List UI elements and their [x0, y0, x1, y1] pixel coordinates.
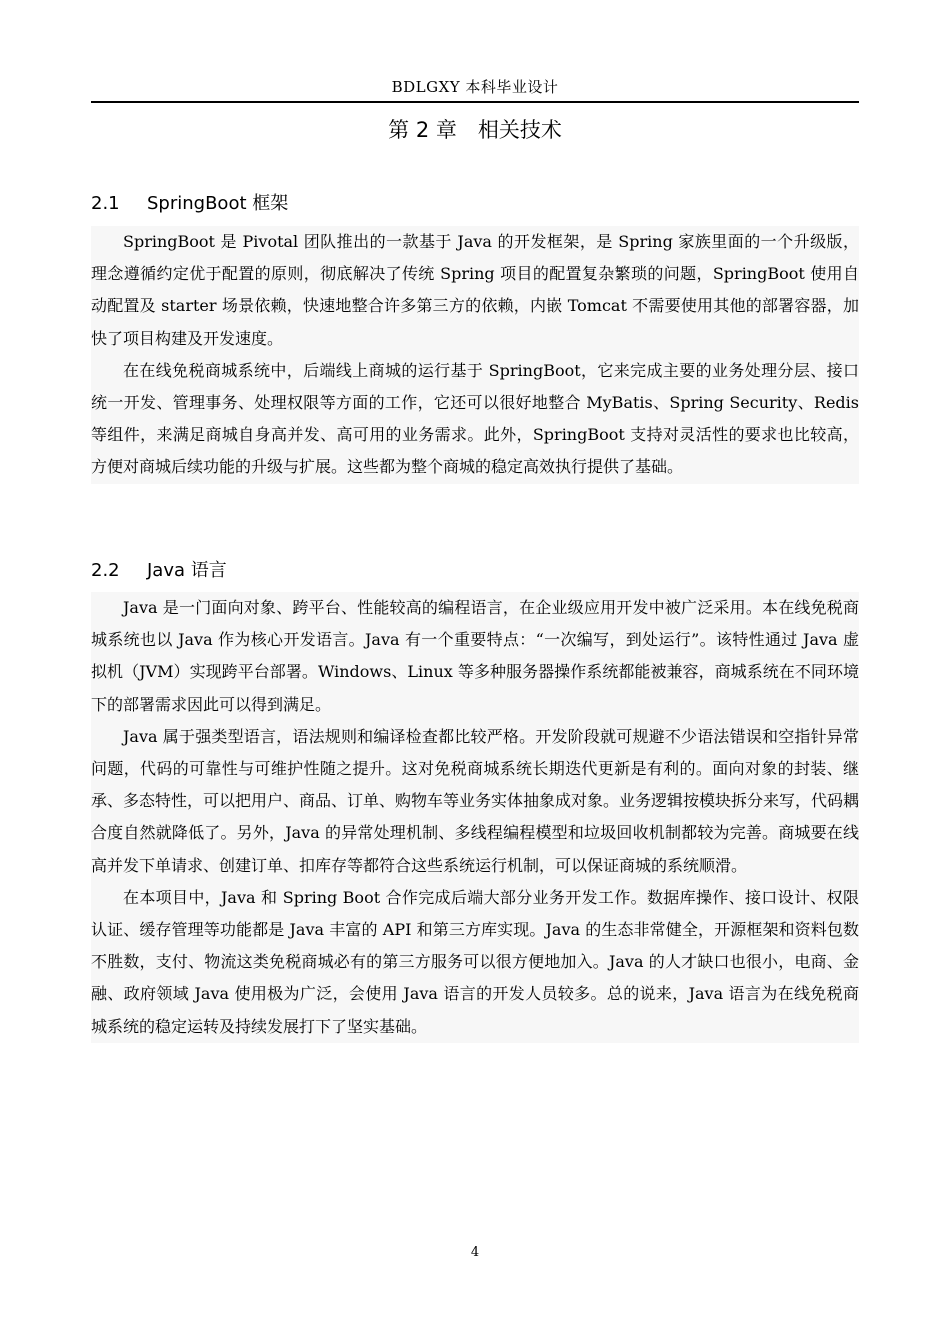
section-title: Java 语言 [147, 560, 227, 581]
paragraph: 在在线免税商城系统中，后端线上商城的运行基于 SpringBoot，它来完成主要的业务处理分层、接口统一开发、管理事务、处理权限等方面的工作，它还可以很好地整合 MyBatis、Spring Security、Redis 等组件，来满足商城自身高并发、高可用的业务需求。此外，SpringBoot 支持对灵活性的要求也比较高，方便对商城后续功能的升级与扩展。这些都为整个商城的稳定高效执行提供了基础。 [91, 360, 859, 477]
section-number: 2.2 [91, 560, 120, 581]
paragraph: Java 是一门面向对象、跨平台、性能较高的编程语言，在企业级应用开发中被广泛采用。本在线免税商城系统也以 Java 作为核心开发语言。Java 有一个重要特点：“一次编写，到处运行”。该特性通过 Java 虚拟机（JVM）实现跨平台部署。Windows、Linux 等多种服务器操作系统都能被兼容，商城系统在不同环境下的部署需求因此可以得到满足。 [91, 598, 859, 714]
section-number: 2.1 [91, 193, 120, 214]
section-heading-2-2 [91, 556, 227, 582]
section-body-2-1 [91, 226, 859, 484]
section-body-2-2 [91, 592, 859, 1043]
paragraph: SpringBoot 是 Pivotal 团队推出的一款基于 Java 的开发框架，是 Spring 家族里面的一个升级版，理念遵循约定优于配置的原则，彻底解决了传统 Spring 项目的配置复杂繁琐的问题，SpringBoot 使用自动配置及 starter 场景依赖，快速地整合许多第三方的依赖，内嵌 Tomcat 不需要使用其他的部署容器，加快了项目构建及开发速度。 [91, 232, 859, 348]
paragraph: 在本项目中，Java 和 Spring Boot 合作完成后端大部分业务开发工作。数据库操作、接口设计、权限认证、缓存管理等功能都是 Java 丰富的 API 和第三方库实现。Java 的生态非常健全，开源框架和资料包数不胜数，支付、物流这类免税商城必有的第三方服务可以很方便地加入。Java 的人才缺口也很小，电商、金融、政府领域 Java 使用极为广泛，会使用 Java 语言的开发人员较多。总的说来，Java 语言为在线免税商城系统的稳定运转及持续发展打下了坚实基础。 [91, 887, 859, 1036]
section-title: SpringBoot 框架 [147, 193, 289, 214]
paragraph: Java 属于强类型语言，语法规则和编译检查都比较严格。开发阶段就可规避不少语法错误和空指针异常问题，代码的可靠性与可维护性随之提升。这对免税商城系统长期迭代更新是有利的。面向对象的封装、继承、多态特性，可以把用户、商品、订单、购物车等业务实体抽象成对象。业务逻辑按模块拆分来写，代码耦合度自然就降低了。另外，Java 的异常处理机制、多线程编程模型和垃圾回收机制都较为完善。商城要在线高并发下单请求、创建订单、扣库存等都符合这些系统运行机制，可以保证商城的系统顺滑。 [91, 726, 860, 875]
page-number: 4 [470, 1245, 480, 1260]
running-header: BDLGXY 本科毕业设计 [391, 78, 559, 96]
section-heading-2-1 [91, 189, 288, 215]
chapter-title: 第 2 章 相关技术 [388, 118, 562, 142]
header-rule [91, 101, 859, 103]
